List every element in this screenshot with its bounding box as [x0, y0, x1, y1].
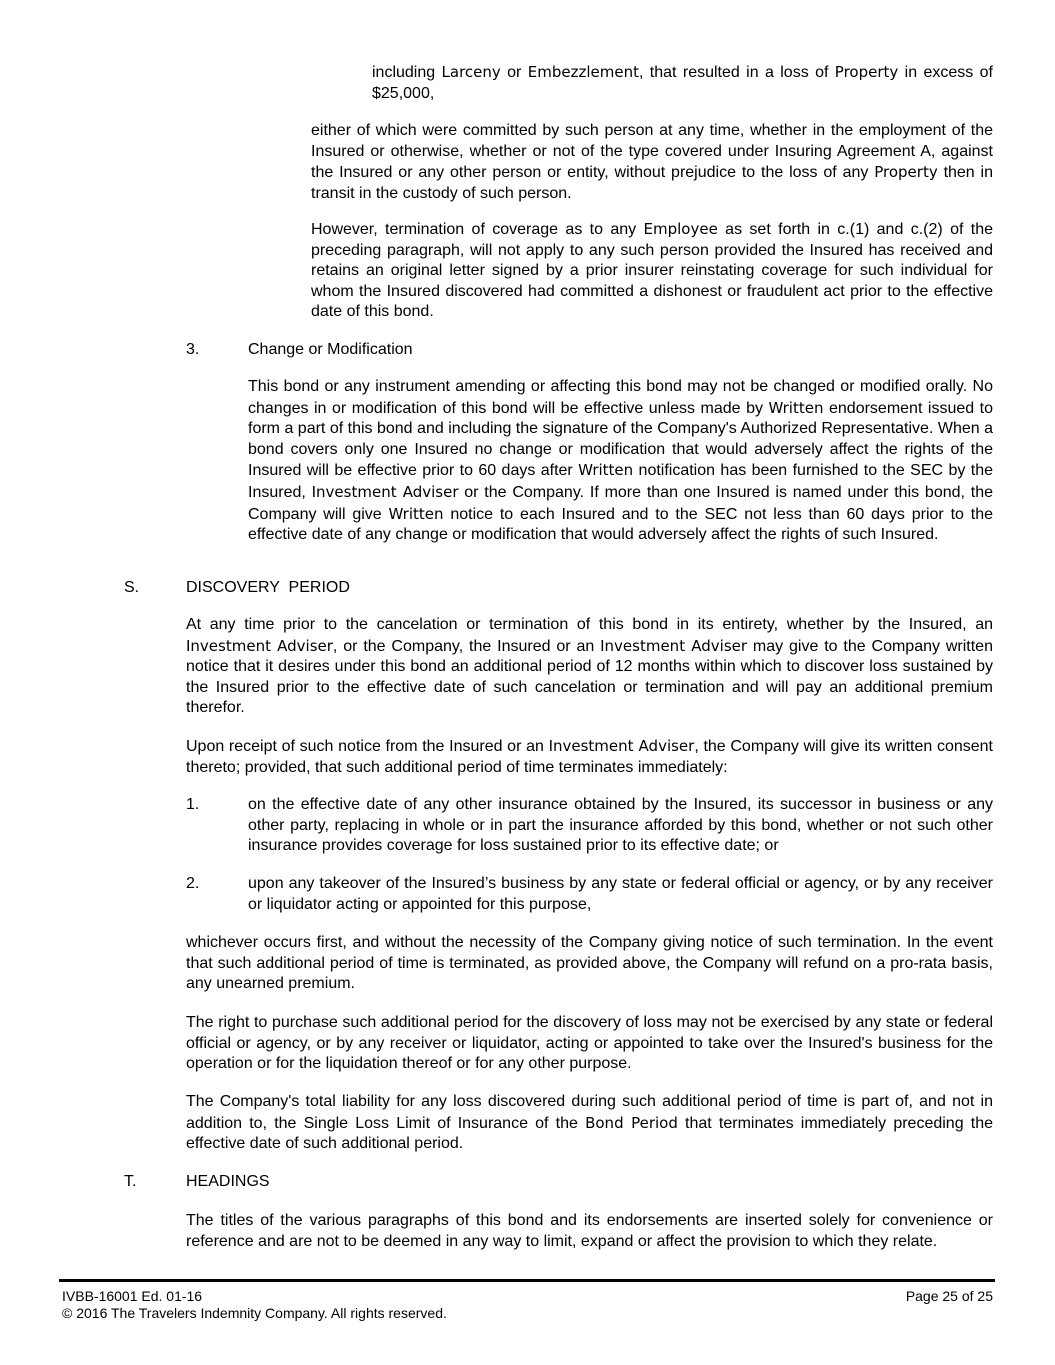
footer-form-id: IVBB-16001 Ed. 01-16 [62, 1288, 203, 1304]
defined-term: Bond Period [585, 1113, 678, 1132]
defined-term: Larceny [441, 63, 501, 81]
section-3-number: 3. [186, 341, 200, 358]
paragraph-committed-by-person: either of which were committed by such person at any time, whether in the employment of the Insured or otherwise, whether or not of the type covered under Insuring Agreement A, against the Insured or any other person or entity, without prejudice to the loss of any Property then in transit in the custody of such person. [311, 122, 994, 202]
section-t-letter: T. [124, 1173, 137, 1190]
paragraph-right-to-purchase: The right to purchase such additional period for the discovery of loss may not be exercised by any state or federal official or agency, or by any receiver or liquidator, acting or appointed to take over the Insured's business for the operation or for the liquidation thereof or for any other purpose. [186, 1014, 993, 1073]
defined-term: Investment Adviser [311, 482, 459, 501]
paragraph-change-modification: This bond or any instrument amending or affecting this bond may not be changed or modified orally. No changes in or modification of this bond will be effective unless made by Written endorsement issued to form a part of this bond and including the signature of the Company's Authorized Representative. When a bond covers only one Insured no change or modification that would adversely affect the rights of the Insured will be effective prior to 60 days after Written notification has been furnished to the SEC by the Insured, Investment Adviser or the Company. If more than one Insured is named under this bond, the Company will give Written notice to each Insured and to the SEC not less than 60 days prior to the effective date of any change or modification that would adversely affect the rights of such Insured. [248, 378, 993, 544]
paragraph-whichever-occurs-first: whichever occurs first, and without the necessity of the Company giving notice of such termination. In the event that such additional period of time is terminated, as provided above, the Company will refund on a pro-rata basis, any unearned premium. [186, 934, 993, 993]
list-item-number: 2. [186, 875, 200, 892]
defined-term: Property [834, 63, 899, 81]
section-3-title: Change or Modification [248, 341, 413, 358]
footer-divider [59, 1279, 995, 1282]
footer-page-number: Page 25 of 25 [905, 1288, 993, 1304]
footer-copyright: © 2016 The Travelers Indemnity Company. All rights reserved. [62, 1305, 447, 1321]
section-t-title: HEADINGS [186, 1173, 270, 1190]
paragraph-total-liability: The Company's total liability for any loss discovered during such additional period of time is part of, and not in addition to, the Single Loss Limit of Insurance of the Bond Period that terminates immediately preceding the effective date of such additional period. [186, 1093, 994, 1153]
defined-term: Property [874, 163, 938, 182]
paragraph-headings: The titles of the various paragraphs of this bond and its endorsements are inserted solely for convenience or reference and are not to be deemed in any way to limit, expand or affect the provision to which they relate. [186, 1212, 993, 1250]
defined-term: Written [388, 504, 444, 523]
paragraph-discovery-notice: At any time prior to the cancelation or termination of this bond in its entirety, whether by the Insured, an Investment Adviser, or the Company, the Insured or an Investment Adviser may give to the Company written notice that it desires under this bond an additional period of 12 months within which to discover loss sustained by the Insured prior to the effective date of such cancelation or termination and will pay an additional premium therefor. [186, 616, 993, 717]
paragraph-termination-coverage: However, termination of coverage as to any Employee as set forth in c.(1) and c.(2) of the preceding paragraph, will not apply to any such person provided the Insured has received and retains an original letter signed by a prior insurer reinstating coverage for such individual for whom the Insured discovered had committed a dishonest or fraudulent act prior to the effective date of this bond. [311, 220, 994, 321]
defined-term: Employee [643, 220, 718, 238]
defined-term: Investment Adviser [600, 636, 748, 655]
list-item-number: 1. [186, 796, 200, 813]
list-item-text: upon any takeover of the Insured’s business by any state or federal official or agency, or by any receiver or liquidator acting or appointed for this purpose, [248, 875, 993, 913]
section-s-title: DISCOVERY PERIOD [186, 579, 350, 596]
defined-term: Written [768, 398, 824, 417]
defined-term: Embezzlement [527, 63, 639, 81]
defined-term: Written [578, 461, 634, 480]
paragraph-larceny-embezzlement: including Larceny or Embezzlement, that resulted in a loss of Property in excess of $25,000, [372, 63, 993, 102]
list-item-text: on the effective date of any other insurance obtained by the Insured, its successor in business or any other party, replacing in whole or in part the insurance afforded by this bond, whether or not such other insurance provides coverage for loss sustained prior to its effective date; or [248, 796, 993, 855]
defined-term: Investment Adviser [548, 737, 695, 755]
section-s-letter: S. [124, 579, 140, 596]
defined-term: Investment Adviser [186, 636, 333, 655]
paragraph-receipt-of-notice: Upon receipt of such notice from the Insured or an Investment Adviser, the Company will give its written consent thereto; provided, that such additional period of time terminates immediately: [186, 737, 994, 776]
